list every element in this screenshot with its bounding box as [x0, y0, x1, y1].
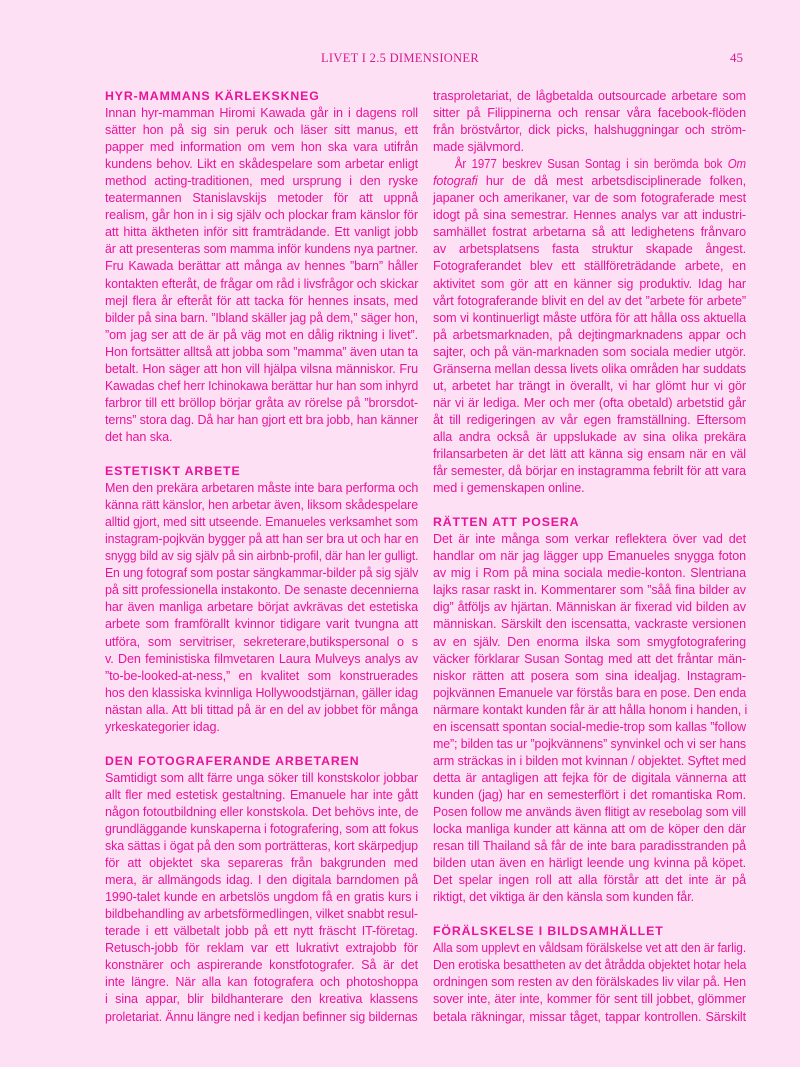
text-line: papper med information om vem hon ska vara utifrån: [105, 140, 418, 155]
text-line: [433, 173, 746, 190]
text-line: arm sträckas in i bilden mot kvinnan / objektet. Syftet med: [433, 753, 747, 768]
text-line: kontakten efteråt, de frågar om råd i livsfrågor och skickar: [105, 276, 419, 291]
section-heading: DEN FOTOGRAFERANDE ARBETAREN: [105, 753, 360, 768]
text-line: dig” åtföljs av hjärtan. Människan är fixerad vid bilden av: [433, 600, 746, 615]
text-line: grundläggande kunskaperna i fotografering, som att fokus: [105, 822, 419, 837]
text-line: bilden utan även en härligt leende ung kvinna på köpet.: [433, 856, 746, 871]
text-line: av arbetsplatsens fasta struktur skapade ångest.: [433, 242, 746, 257]
text-line: [433, 156, 746, 173]
section-spacer: [105, 736, 418, 753]
text-line: japaner och amerikaner, var de som fotograferade mest: [433, 191, 746, 206]
text-line: åt till redigeringen av vår egen framställning. Eftersom: [433, 412, 746, 427]
text-line: arbete som framförallt kvinnor tidigare varit tvungna att: [105, 617, 418, 632]
text-line: har även manliga arbetare börjat avkrävas det estetiska: [105, 600, 418, 615]
text-line: att hitta äktheten inför sitt framträdande. Ett vanligt jobb: [105, 225, 418, 240]
text-line: Gränserna mellan dessa livets olika områden har suddats: [433, 361, 746, 376]
text-line: människan. Särskilt den iscensatta, vackraste versionen: [433, 617, 746, 632]
text-line: när vi är lediga. Mer och mer (ofta obetald) arbetstid går: [433, 395, 746, 410]
section-heading: RÄTTEN ATT POSERA: [433, 515, 580, 530]
text-line: trasproletariat, de lågbetalda outsourcade arbetare som: [433, 89, 746, 103]
text-line: instagram-pojkvän bygger på att han ser bra ut och har en: [105, 532, 419, 547]
text-line: method acting-traditionen, med ursprung i den ryske: [105, 174, 418, 189]
text-line: handlar om när jag lägger upp Emanueles snygga foton: [433, 549, 746, 564]
italic-title: Om: [727, 157, 746, 172]
text-segment: hur de då mest arbetsdisciplinerade folken,: [477, 174, 746, 189]
text-line: ska sättas i ögat på den som porträtteras, kort skärpedjup: [105, 839, 418, 854]
text-line: locka manliga kunder att känna att om de köper den där: [433, 822, 746, 837]
text-line: Posen follow me används även flitigt av resebolag som vill: [433, 804, 747, 819]
text-line: på sitt professionella instakonto. De senaste decennierna: [105, 583, 419, 598]
text-line: sover inte, äter inte, kommer för sent till jobbet, glömmer: [433, 992, 746, 1007]
text-line: proletariat. Ännu längre ned i kedjan befinner sig bildernas: [105, 1009, 418, 1024]
text-line: yrkeskategorier idag.: [105, 719, 220, 734]
text-line: känna rätt känslor, hen arbetar även, liksom skådespelare: [105, 498, 419, 513]
text-line: Fotograferandet blev ett ställföreträdande arbete, en: [433, 259, 746, 274]
text-line: på arbetsmarknaden, på dejtingmarknadens appar och: [433, 327, 746, 342]
text-line: är att presenteras som mamma inför kundens nya partner.: [105, 242, 418, 257]
text-line: Retusch-jobb för reklam var ett lukrativt extrajobb för: [105, 941, 418, 956]
text-line: från bröstvårtor, dick picks, halshuggningar och ström-: [433, 123, 746, 138]
text-line: Alla som upplevt en våldsam förälskelse vet att den är farlig.: [433, 941, 747, 956]
text-line: av mig i Rom på mina sociala medie-konton. Slentriana: [433, 566, 746, 581]
text-line: nästan alla. Att bli tittad på är en del av jobbet för många: [105, 702, 418, 717]
section-heading: HYR-MAMMANS KÄRLEKSKNEG: [105, 89, 320, 103]
text-line: alltid gjort, med sitt utseende. Emanueles verksamhet som: [105, 515, 418, 530]
text-line: utföra, som servitriser, sekreterare,butikspersonal o s: [105, 634, 418, 649]
text-line: sätter hon på sig sin peruk och läser sitt manus, ett: [105, 123, 418, 138]
text-line: samhället fostrat arbetarna så att ledighetens frånvaro: [433, 225, 746, 240]
text-line: terade i ett välbetalt jobb på ett nytt fräscht IT-företag.: [105, 924, 418, 939]
text-line: niskor rätten att posera som sina idealjag. Instagram-: [433, 668, 746, 683]
text-line: aktivitet som gör att en känner sig produktiv. Idag har: [433, 276, 746, 291]
text-line: en iscensatt spontan social-medie-trop som kallas ”follow: [433, 719, 746, 734]
text-line: närmare kontakt kunden får är att hålla honom i handen, i: [433, 702, 748, 717]
text-line: me”; bilden tas ur ”pojkvännens” synvinkel och vi ser hans: [433, 736, 746, 751]
text-line: Men den prekära arbetaren måste inte bara performa och: [105, 481, 419, 496]
text-line: farbror till ett bröllop börjar gråta av rörelse på ”brorsdot-: [105, 395, 418, 410]
text-line: frilansarbeten är det lätt att känna sig ensam när en väl: [433, 446, 746, 461]
text-line: bildbehandling av arbetsförmedlingen, vilket snabbt resul-: [105, 907, 418, 922]
text-line: ordningen som resten av den förälskades liv vilar på. Hen: [433, 975, 746, 990]
text-line: lajks rasar raskt in. Kommentarer som ”såå fina bilder av: [433, 583, 746, 598]
text-line: ”to-be-looked-at-ness,” en kvalitet som konstruerades: [105, 668, 418, 683]
text-line: 1990-talet kunde en arbetslös ungdom få en gratis kurs i: [105, 890, 418, 905]
text-line: allt fler med estetisk gestaltning. Emanuele har inte gått: [105, 787, 418, 802]
text-line: som vi kontinuerligt måste utföra för att hålla oss aktuella: [433, 310, 746, 325]
text-line: resan till Thailand så får de inte bara paradisstranden på: [433, 839, 746, 854]
text-line: v. Den feministiska filmvetaren Laura Mulveys analys av: [105, 651, 418, 666]
text-line: riktigt, det viktiga är den känsla som kunden får.: [433, 890, 695, 905]
section-heading: FÖRÄLSKELSE I BILDSAMHÄLLET: [433, 924, 664, 939]
running-title: LIVET I 2.5 DIMENSIONER: [320, 51, 480, 65]
text-line: mera, är allmängods idag. I den digitala barndomen på: [105, 873, 418, 888]
right-column: [433, 88, 746, 1026]
text-line: Det spelar ingen roll att alla förstår att det inte är på: [433, 873, 746, 888]
section-spacer: [105, 446, 418, 463]
text-line: konstnärer och aspirerande konstfotografer. Så är det: [105, 958, 418, 973]
text-line: Fru Kawada berättar att många av hennes ”barn” håller: [105, 259, 418, 274]
text-line: sajter, och på vän-marknaden som sociala medier utgör.: [433, 344, 746, 359]
text-line: pojkvännen Emanuele var förstås bara en pose. Den enda: [433, 685, 747, 700]
text-line: realism, går hon in i sig själv och plockar fram känslor för: [105, 208, 418, 223]
text-line: detta är antagligen att fejka för de digitala vännerna att: [433, 770, 746, 785]
text-line: idogt på sina semestrar. Hennes analys var att industri-: [433, 208, 746, 223]
text-line: made självmord.: [433, 140, 524, 155]
text-line: ut, arbetet har trängt in överallt, vi har glömt hur vi gör: [433, 378, 746, 393]
text-line: Samtidigt som allt färre unga söker till konstskolor jobbar: [105, 770, 418, 785]
text-line: får semester, då börjar en instagramma febrilt för att vara: [433, 464, 746, 479]
text-line: kundens behov. Likt en skådespelare som arbetar enligt: [105, 157, 418, 172]
text-line: ”om jag ser att de är på väg mot en dålig riktning i livet”.: [105, 327, 418, 342]
text-line: vårt fotograferande blivit en del av det ”arbete för arbete”: [433, 293, 746, 308]
text-line: alla andra också är uppslukade av sina olika prekära: [433, 429, 746, 444]
text-line: Den erotiska besattheten av det åtrådda objektet hotar hela: [433, 958, 747, 973]
text-line: betala räkningar, missar tåget, tappar kontrollen. Särskilt: [433, 1009, 746, 1024]
text-line: Det är inte många som verkar reflektera över vad det: [433, 532, 746, 547]
text-line: det han ska.: [105, 429, 173, 444]
text-line: sitter på Filippinerna och rensar våra facebook-flöden: [433, 106, 746, 121]
section-spacer: [433, 906, 746, 923]
page-number: 45: [730, 50, 743, 65]
text-line: Kawadas chef herr Ichinokawa berättar hur han som inhyrd: [105, 378, 419, 393]
text-line: bilder på sina barn. ”Ibland skäller jag på dem,” säger hon,: [105, 310, 418, 325]
text-line: En ung fotograf som postar sängkammar-bilder på sig själv: [105, 566, 419, 581]
text-line: mejl flera år efteråt för att tacka för hennes insats, med: [105, 293, 418, 308]
text-line: Hon fortsätter alltså att jobba som ”mamma” även utan ta: [105, 344, 418, 359]
text-line: med i gemenskapen online.: [433, 481, 585, 496]
text-line: kunden (jag) har en semesterflört i det romantiska Rom.: [433, 787, 746, 802]
italic-title: fotografi: [433, 174, 478, 189]
text-line: terns” stora dag. Då har han gjort ett bra jobb, han känner: [105, 412, 419, 427]
text-line: någon fotoutbildning eller konstskola. Det behövs inte, de: [105, 804, 419, 819]
section-heading: ESTETISKT ARBETE: [105, 464, 241, 479]
text-line: snygg bild av sig själv på sin airbnb-profil, där han ler gulligt.: [105, 549, 419, 564]
text-line: i sina appar, blir bildhanterare den kreativa klassens: [105, 992, 418, 1007]
text-line: inte längre. När alla kan fotografera och photoshoppa: [105, 975, 418, 990]
text-line: av en själv. Den enorma ilska som smygfotografering: [433, 634, 746, 649]
text-line: hos den klassiska kvinnliga Hollywoodstjärnan, gäller idag: [105, 685, 418, 700]
text-line: för att objektet ska separeras från bakgrunden med: [105, 856, 418, 871]
text-line: väcker förklarar Susan Sontag med att det fråntar män-: [433, 651, 746, 666]
text-line: betalt. Hon säger att hon vill hjälpa vilsna människor. Fru: [105, 361, 418, 376]
text-line: teatermannen Stanislavskijs metoder för att uppnå: [105, 191, 418, 206]
text-segment: År 1977 beskrev Susan Sontag i sin berömda bok: [454, 157, 728, 172]
text-line: Innan hyr-mamman Hiromi Kawada går in i dagens roll: [105, 106, 418, 121]
left-column: [105, 88, 418, 1026]
section-spacer: [433, 497, 746, 514]
